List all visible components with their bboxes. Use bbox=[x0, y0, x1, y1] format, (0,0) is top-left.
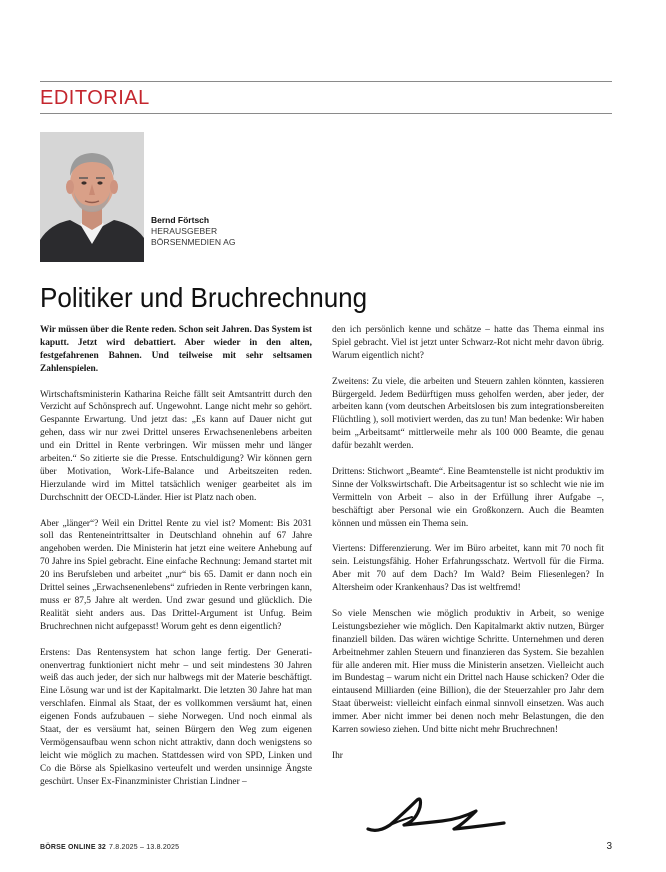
author-info bbox=[151, 215, 351, 248]
footer bbox=[40, 844, 179, 851]
article-paragraph: Zweitens: Zu viele, die arbeiten und Steuern zahlen könnten, kassieren Bürgergeld. Jedem Bedürftigen muss geholfen werden, aber jeder, der arbeiten kann (vom deutschen Arbeitslosen bis zum integrationsbereiten Flüchtling ), soll motiviert werden, das zu tun! Man bedenke: Wir haben beim „Arbeitsamt“ mittlerweile mehr als 100 000 Beamte, die genau dafür bezahlt werden. bbox=[332, 376, 604, 452]
header-rule-bottom bbox=[40, 113, 612, 114]
article-paragraph: Aber „länger“? Weil ein Drittel Rente zu viel ist? Moment: Bis 2031 soll das Renteneintrittsalter in Deutschland ohnehin auf 67 Jahre angehoben werden. Die Ministerin hat jetzt eine weitere Anhebung auf 70 Jahre ins Spiel gebracht. Eine einfache Rechnung: Jemand startet mit 20 ins Berufsleben und arbeitet „nur“ bis 65. Damit er dann noch ein Drittel seines „Erwachsenenlebens“ zufrieden in Rente verbringen kann, muss er 87,5 Jahre alt werden. Und zwar gesund und glücklich. Die Realität sieht anders aus. Das Drittel-Argument ist Unfug. Beim Bruchrechnen nicht aufgepasst! Worum geht es denn eigentlich? bbox=[40, 518, 312, 632]
author-portrait-image bbox=[40, 132, 144, 262]
footer-issue-dates: 7.8.2025 – 13.8.2025 bbox=[109, 844, 180, 851]
article-lead: Wir müssen über die Rente reden. Schon seit Jahren. Das System ist kaputt. Jetzt wird debattiert. Aber wieder in den alten, festgefahrenen Bahnen. Und teilweise mit sehr seltsamen Zahlenspielen. bbox=[40, 325, 312, 374]
author-photo bbox=[40, 132, 144, 262]
header-rule-top bbox=[40, 81, 612, 82]
signature-image bbox=[364, 787, 510, 837]
article-paragraph: Wirtschaftsministerin Katharina Reiche fällt seit Amtsantritt durch den Verzicht auf Schönsprech auf. Ungewohnt. Lange nicht mehr so gehört. Gespannte Erwartung. Und jetzt das: „Es kann auf Dauer nicht gut gehen, dass wir nur zwei Drittel unseres Erwachsenenlebens arbeiten und ein Drittel in Rente verbringen. Wir müssen mehr und länger arbeiten.“ So zitierte sie die Presse. Entschuldigung? Wir können gern über Motivation, Work-Life-Balance und Arbeitszeiten reden. Hierzulande wird im Mittel tatsächlich weniger gearbeitet als im Durchschnitt der OECD-Länder. Hier ist Platz nach oben. bbox=[40, 389, 312, 503]
article-paragraph: den ich persönlich kenne und schätze – hatte das Thema einmal ins Spiel gebracht. Viel ist jetzt unter Schwarz-Rot nicht mehr davon übrig. Warum eigentlich nicht? bbox=[332, 325, 604, 361]
article-paragraph: Drittens: Stichwort „Beamte“. Eine Beamtenstelle ist nicht produktiv im Sinne der Volkswirtschaft. Die Arbeitsagentur ist so schlecht wie nie im Vermitteln von Arbeit – also in der Erfüllung ihrer Aufgabe –, beschäftigt aber Personal wie ein Großkonzern. Auch die Beamten können und müssen ein Thema sein. bbox=[332, 466, 604, 529]
page-number: 3 bbox=[606, 841, 612, 852]
article-paragraph: Viertens: Differenzierung. Wer im Büro arbeitet, kann mit 70 noch fit sein. Leistungsfähig. Hoher Erfahrungsschatz. Wertvoll für die Firma. Aber mit 70 auf dem Dach? Im Wald? Beim Fliesenlegen? In Altersheim oder Krankenhaus? Das ist weltfremd! bbox=[332, 544, 604, 594]
article-headline: Politiker und Bruchrechnung bbox=[40, 282, 368, 313]
article-column-left bbox=[40, 324, 312, 801]
article-column-right bbox=[332, 324, 604, 763]
author-name: Bernd Förtsch bbox=[151, 215, 210, 225]
article-paragraph: Erstens: Das Rentensystem hat schon lange fertig. Der Generationenvertrag funktioniert nicht mehr – und seit mindestens 30 Jahren weiß das auch jeder, der sich nur halbwegs mit der Materie beschäftigt. Eine Lösung war und ist der Kapitalmarkt. Die letzten 30 Jahre hat man verschlafen. Einmal als Staat, der es vollkommen versäumt hat, einen eigenen Fonds aufzubauen – siehe Norwegen. Und noch einmal als Staat, der es versäumt hat, seinen Bürgern den Weg zum eigenen Vermögensaufbau wenn schon nicht attraktiv, dann doch wenigstens so leicht wie möglich zu machen. Stattdessen wird von SPD, Linken und Co die Börse als Spielkasino verteufelt und werden unsinnige Ängste geschürt. Unser Ex-Finanzminister Christian Lindner – bbox=[40, 647, 312, 787]
closing-salutation: Ihr bbox=[332, 750, 343, 761]
section-title: EDITORIAL bbox=[40, 87, 150, 109]
author-company: BÖRSENMEDIEN AG bbox=[151, 237, 236, 247]
footer-publication: BÖRSE ONLINE 32 bbox=[40, 844, 107, 851]
author-role: HERAUSGEBER bbox=[151, 226, 218, 236]
article-paragraph: So viele Menschen wie möglich produktiv in Arbeit, so wenige Leistungsbezieher wie möglich. Den Kapitalmarkt aktiv nutzen, Bürger finanziell bilden. Das wären wichtige Schritte. Unternehmen und deren Arbeitnehmer zahlen Steuern und finanzieren das System. Sie bezahlen für alle anderen mit. Hier muss die Ministerin ansetzen. Vielleicht auch im Bundestag – warum nicht ein Drittel nach Hause schicken? Oder die eintausend Milliarden (eine Billion), die der Steuerzahler pro Jahr dem Staat überweist: vielleicht einfach einmal sinnvoll einsetzen. Was auch immer. Aber nicht immer bei denen noch mehr Belastungen, die den Karren sowieso ziehen. Und bitte nicht mehr Bruchrechnen! bbox=[332, 608, 604, 736]
